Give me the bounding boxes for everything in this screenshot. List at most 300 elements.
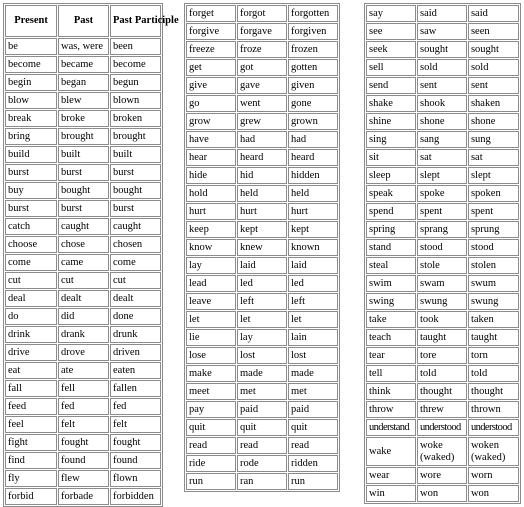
verb-row bbox=[366, 311, 519, 328]
past-cell: wore bbox=[417, 467, 467, 484]
present-cell: wear bbox=[366, 467, 416, 484]
past-participle-cell: shone bbox=[468, 113, 519, 130]
past-participle-cell: grown bbox=[288, 113, 338, 130]
past-participle-cell: become bbox=[110, 56, 161, 73]
verb-row bbox=[186, 347, 338, 364]
past-cell: began bbox=[58, 74, 109, 91]
verb-row bbox=[366, 383, 519, 400]
past-participle-cell: forbidden bbox=[110, 488, 161, 505]
past-participle-cell: told bbox=[468, 365, 519, 382]
verb-row bbox=[5, 452, 161, 469]
past-participle-cell: driven bbox=[110, 344, 161, 361]
verb-row bbox=[186, 5, 338, 22]
past-cell: forgave bbox=[237, 23, 287, 40]
past-cell: fed bbox=[58, 398, 109, 415]
present-cell: teach bbox=[366, 329, 416, 346]
verb-row bbox=[5, 128, 161, 145]
past-cell: ate bbox=[58, 362, 109, 379]
past-participle-cell: begun bbox=[110, 74, 161, 91]
past-participle-cell: made bbox=[288, 365, 338, 382]
present-cell: deal bbox=[5, 290, 57, 307]
past-participle-cell: heard bbox=[288, 149, 338, 166]
past-participle-cell: felt bbox=[110, 416, 161, 433]
present-cell: read bbox=[186, 437, 236, 454]
past-participle-cell: won bbox=[468, 485, 519, 502]
past-cell: understood bbox=[417, 419, 467, 436]
past-participle-cell: burst bbox=[110, 164, 161, 181]
present-cell: drink bbox=[5, 326, 57, 343]
verb-row bbox=[186, 221, 338, 238]
present-cell: pay bbox=[186, 401, 236, 418]
verb-row bbox=[186, 167, 338, 184]
past-cell: caught bbox=[58, 218, 109, 235]
past-participle-cell: gotten bbox=[288, 59, 338, 76]
verb-row bbox=[366, 467, 519, 484]
past-participle-cell: read bbox=[288, 437, 338, 454]
verb-row bbox=[366, 365, 519, 382]
past-cell: said bbox=[417, 5, 467, 22]
present-cell: blow bbox=[5, 92, 57, 109]
verb-row bbox=[366, 149, 519, 166]
header-row bbox=[5, 5, 161, 37]
verb-row bbox=[186, 293, 338, 310]
verb-row bbox=[366, 257, 519, 274]
past-cell: read bbox=[237, 437, 287, 454]
past-participle-cell: thought bbox=[468, 383, 519, 400]
past-participle-cell: found bbox=[110, 452, 161, 469]
past-participle-cell: fought bbox=[110, 434, 161, 451]
verb-row bbox=[366, 437, 519, 466]
verb-row bbox=[5, 254, 161, 271]
verb-row bbox=[186, 41, 338, 58]
past-cell: sold bbox=[417, 59, 467, 76]
verb-row bbox=[5, 56, 161, 73]
verb-row bbox=[186, 365, 338, 382]
past-participle-cell: sold bbox=[468, 59, 519, 76]
past-participle-cell: laid bbox=[288, 257, 338, 274]
past-cell: went bbox=[237, 95, 287, 112]
past-participle-cell: shaken bbox=[468, 95, 519, 112]
past-cell: shone bbox=[417, 113, 467, 130]
past-participle-cell: flown bbox=[110, 470, 161, 487]
present-cell: find bbox=[5, 452, 57, 469]
present-cell: throw bbox=[366, 401, 416, 418]
verb-table-3 bbox=[364, 3, 521, 504]
present-cell: choose bbox=[5, 236, 57, 253]
past-participle-cell: frozen bbox=[288, 41, 338, 58]
past-cell: threw bbox=[417, 401, 467, 418]
present-cell: fall bbox=[5, 380, 57, 397]
present-cell: swim bbox=[366, 275, 416, 292]
present-cell: tear bbox=[366, 347, 416, 364]
present-cell: lay bbox=[186, 257, 236, 274]
past-cell: was, were bbox=[58, 38, 109, 55]
past-cell: heard bbox=[237, 149, 287, 166]
verb-table-1 bbox=[3, 3, 179, 507]
past-participle-cell: come bbox=[110, 254, 161, 271]
header-past-participle: Past Participle bbox=[110, 5, 161, 37]
past-cell: had bbox=[237, 131, 287, 148]
present-cell: quit bbox=[186, 419, 236, 436]
present-cell: make bbox=[186, 365, 236, 382]
past-participle-cell: met bbox=[288, 383, 338, 400]
past-cell: built bbox=[58, 146, 109, 163]
past-cell: sat bbox=[417, 149, 467, 166]
past-cell: quit bbox=[237, 419, 287, 436]
past-cell: knew bbox=[237, 239, 287, 256]
present-cell: wake bbox=[366, 437, 416, 466]
present-cell: think bbox=[366, 383, 416, 400]
present-cell: sleep bbox=[366, 167, 416, 184]
verb-row bbox=[5, 38, 161, 55]
past-cell: slept bbox=[417, 167, 467, 184]
past-cell: cut bbox=[58, 272, 109, 289]
past-participle-cell: woken (waked) bbox=[468, 437, 519, 466]
past-participle-cell: sought bbox=[468, 41, 519, 58]
past-cell: made bbox=[237, 365, 287, 382]
past-participle-cell: spoken bbox=[468, 185, 519, 202]
present-cell: burst bbox=[5, 164, 57, 181]
present-cell: lose bbox=[186, 347, 236, 364]
past-cell: became bbox=[58, 56, 109, 73]
past-participle-cell: drunk bbox=[110, 326, 161, 343]
past-cell: froze bbox=[237, 41, 287, 58]
present-cell: swing bbox=[366, 293, 416, 310]
past-cell: burst bbox=[58, 164, 109, 181]
past-cell: grew bbox=[237, 113, 287, 130]
past-participle-cell: blown bbox=[110, 92, 161, 109]
past-participle-cell: thrown bbox=[468, 401, 519, 418]
past-cell: hid bbox=[237, 167, 287, 184]
past-cell: sent bbox=[417, 77, 467, 94]
present-cell: build bbox=[5, 146, 57, 163]
present-cell: buy bbox=[5, 182, 57, 199]
past-participle-cell: given bbox=[288, 77, 338, 94]
verb-row bbox=[5, 434, 161, 451]
present-cell: hide bbox=[186, 167, 236, 184]
past-cell: stood bbox=[417, 239, 467, 256]
present-cell: meet bbox=[186, 383, 236, 400]
past-participle-cell: brought bbox=[110, 128, 161, 145]
present-cell: lead bbox=[186, 275, 236, 292]
verb-row bbox=[186, 419, 338, 436]
verb-row bbox=[186, 257, 338, 274]
past-cell: found bbox=[58, 452, 109, 469]
past-cell: spoke bbox=[417, 185, 467, 202]
present-cell: spend bbox=[366, 203, 416, 220]
past-cell: forbade bbox=[58, 488, 109, 505]
present-cell: shake bbox=[366, 95, 416, 112]
past-cell: taught bbox=[417, 329, 467, 346]
past-participle-cell: caught bbox=[110, 218, 161, 235]
present-cell: bring bbox=[5, 128, 57, 145]
past-cell: shook bbox=[417, 95, 467, 112]
past-participle-cell: forgiven bbox=[288, 23, 338, 40]
verb-row bbox=[186, 329, 338, 346]
past-cell: laid bbox=[237, 257, 287, 274]
past-participle-cell: swung bbox=[468, 293, 519, 310]
past-cell: saw bbox=[417, 23, 467, 40]
verb-row bbox=[366, 221, 519, 238]
present-cell: let bbox=[186, 311, 236, 328]
past-cell: lay bbox=[237, 329, 287, 346]
verb-row bbox=[5, 398, 161, 415]
verb-row bbox=[366, 293, 519, 310]
verb-row bbox=[366, 23, 519, 40]
verb-row bbox=[366, 401, 519, 418]
verb-row bbox=[186, 113, 338, 130]
past-cell: paid bbox=[237, 401, 287, 418]
past-cell: sought bbox=[417, 41, 467, 58]
past-participle-cell: built bbox=[110, 146, 161, 163]
past-cell: blew bbox=[58, 92, 109, 109]
past-participle-cell: fallen bbox=[110, 380, 161, 397]
verb-row bbox=[186, 437, 338, 454]
verb-row bbox=[366, 59, 519, 76]
present-cell: become bbox=[5, 56, 57, 73]
past-participle-cell: known bbox=[288, 239, 338, 256]
verb-row bbox=[366, 239, 519, 256]
past-participle-cell: spent bbox=[468, 203, 519, 220]
past-cell: flew bbox=[58, 470, 109, 487]
past-cell: told bbox=[417, 365, 467, 382]
present-cell: cut bbox=[5, 272, 57, 289]
present-cell: have bbox=[186, 131, 236, 148]
verb-row bbox=[366, 419, 519, 436]
past-participle-cell: hurt bbox=[288, 203, 338, 220]
verb-row bbox=[186, 149, 338, 166]
past-cell: drove bbox=[58, 344, 109, 361]
present-cell: know bbox=[186, 239, 236, 256]
verb-row bbox=[5, 182, 161, 199]
present-cell: burst bbox=[5, 200, 57, 217]
verb-row bbox=[186, 95, 338, 112]
past-cell: spent bbox=[417, 203, 467, 220]
past-cell: fought bbox=[58, 434, 109, 451]
past-cell: thought bbox=[417, 383, 467, 400]
present-cell: sing bbox=[366, 131, 416, 148]
past-cell: chose bbox=[58, 236, 109, 253]
verb-row bbox=[366, 5, 519, 22]
past-cell: sang bbox=[417, 131, 467, 148]
past-participle-cell: gone bbox=[288, 95, 338, 112]
past-participle-cell: lain bbox=[288, 329, 338, 346]
verb-row bbox=[186, 275, 338, 292]
verb-row bbox=[186, 239, 338, 256]
present-cell: begin bbox=[5, 74, 57, 91]
present-cell: steal bbox=[366, 257, 416, 274]
present-cell: stand bbox=[366, 239, 416, 256]
past-participle-cell: dealt bbox=[110, 290, 161, 307]
present-cell: forgive bbox=[186, 23, 236, 40]
present-cell: give bbox=[186, 77, 236, 94]
verb-row bbox=[186, 185, 338, 202]
past-cell: did bbox=[58, 308, 109, 325]
present-cell: hear bbox=[186, 149, 236, 166]
present-cell: sell bbox=[366, 59, 416, 76]
verb-row bbox=[5, 236, 161, 253]
present-cell: spring bbox=[366, 221, 416, 238]
verb-row bbox=[186, 203, 338, 220]
past-participle-cell: sent bbox=[468, 77, 519, 94]
past-cell: forgot bbox=[237, 5, 287, 22]
past-cell: felt bbox=[58, 416, 109, 433]
verb-row bbox=[5, 362, 161, 379]
present-cell: seek bbox=[366, 41, 416, 58]
verb-row bbox=[186, 23, 338, 40]
present-cell: send bbox=[366, 77, 416, 94]
present-cell: take bbox=[366, 311, 416, 328]
verb-row bbox=[366, 77, 519, 94]
verb-row bbox=[5, 74, 161, 91]
past-cell: swung bbox=[417, 293, 467, 310]
verb-row bbox=[5, 308, 161, 325]
past-participle-cell: sprung bbox=[468, 221, 519, 238]
past-cell: burst bbox=[58, 200, 109, 217]
past-participle-cell: stood bbox=[468, 239, 519, 256]
present-cell: feed bbox=[5, 398, 57, 415]
past-cell: ran bbox=[237, 473, 287, 490]
verb-row bbox=[186, 77, 338, 94]
past-participle-cell: cut bbox=[110, 272, 161, 289]
past-cell: hurt bbox=[237, 203, 287, 220]
verb-row bbox=[5, 218, 161, 235]
present-cell: say bbox=[366, 5, 416, 22]
past-cell: let bbox=[237, 311, 287, 328]
present-cell: hurt bbox=[186, 203, 236, 220]
past-cell: fell bbox=[58, 380, 109, 397]
past-participle-cell: slept bbox=[468, 167, 519, 184]
present-cell: leave bbox=[186, 293, 236, 310]
verb-row bbox=[5, 272, 161, 289]
present-cell: get bbox=[186, 59, 236, 76]
verb-row bbox=[366, 203, 519, 220]
present-cell: break bbox=[5, 110, 57, 127]
past-cell: led bbox=[237, 275, 287, 292]
past-cell: sprang bbox=[417, 221, 467, 238]
present-cell: shine bbox=[366, 113, 416, 130]
past-participle-cell: been bbox=[110, 38, 161, 55]
past-participle-cell: burst bbox=[110, 200, 161, 217]
header-past: Past bbox=[58, 5, 109, 37]
past-participle-cell: taken bbox=[468, 311, 519, 328]
past-cell: drank bbox=[58, 326, 109, 343]
present-cell: freeze bbox=[186, 41, 236, 58]
past-cell: came bbox=[58, 254, 109, 271]
present-cell: ride bbox=[186, 455, 236, 472]
verb-row bbox=[5, 416, 161, 433]
verb-row bbox=[366, 185, 519, 202]
header-present: Present bbox=[5, 5, 57, 37]
present-cell: come bbox=[5, 254, 57, 271]
present-cell: speak bbox=[366, 185, 416, 202]
past-participle-cell: bought bbox=[110, 182, 161, 199]
verb-row bbox=[5, 488, 161, 505]
past-participle-cell: seen bbox=[468, 23, 519, 40]
past-cell: met bbox=[237, 383, 287, 400]
past-participle-cell: left bbox=[288, 293, 338, 310]
verb-row bbox=[366, 275, 519, 292]
past-cell: woke (waked) bbox=[417, 437, 467, 466]
present-cell: fly bbox=[5, 470, 57, 487]
past-participle-cell: run bbox=[288, 473, 338, 490]
past-participle-cell: let bbox=[288, 311, 338, 328]
present-cell: run bbox=[186, 473, 236, 490]
verb-row bbox=[366, 41, 519, 58]
present-cell: lie bbox=[186, 329, 236, 346]
verb-row bbox=[186, 455, 338, 472]
present-cell: do bbox=[5, 308, 57, 325]
present-cell: eat bbox=[5, 362, 57, 379]
past-cell: rode bbox=[237, 455, 287, 472]
past-cell: lost bbox=[237, 347, 287, 364]
past-cell: tore bbox=[417, 347, 467, 364]
past-cell: kept bbox=[237, 221, 287, 238]
past-cell: gave bbox=[237, 77, 287, 94]
past-cell: took bbox=[417, 311, 467, 328]
past-participle-cell: worn bbox=[468, 467, 519, 484]
present-cell: understand bbox=[366, 419, 416, 436]
verb-row bbox=[366, 329, 519, 346]
verb-row bbox=[366, 113, 519, 130]
present-cell: tell bbox=[366, 365, 416, 382]
verb-row bbox=[5, 110, 161, 127]
past-cell: held bbox=[237, 185, 287, 202]
past-participle-cell: chosen bbox=[110, 236, 161, 253]
past-cell: bought bbox=[58, 182, 109, 199]
verb-row bbox=[186, 383, 338, 400]
verb-row bbox=[186, 59, 338, 76]
past-participle-cell: taught bbox=[468, 329, 519, 346]
past-participle-cell: hidden bbox=[288, 167, 338, 184]
verb-row bbox=[5, 290, 161, 307]
verb-row bbox=[366, 131, 519, 148]
past-participle-cell: had bbox=[288, 131, 338, 148]
present-cell: forget bbox=[186, 5, 236, 22]
past-participle-cell: lost bbox=[288, 347, 338, 364]
verb-row bbox=[186, 131, 338, 148]
verb-row bbox=[5, 326, 161, 343]
past-participle-cell: forgotten bbox=[288, 5, 338, 22]
past-cell: left bbox=[237, 293, 287, 310]
past-participle-cell: quit bbox=[288, 419, 338, 436]
verb-row bbox=[186, 311, 338, 328]
past-participle-cell: sung bbox=[468, 131, 519, 148]
verb-row bbox=[5, 200, 161, 217]
verb-row bbox=[5, 146, 161, 163]
past-participle-cell: kept bbox=[288, 221, 338, 238]
present-cell: drive bbox=[5, 344, 57, 361]
past-participle-cell: broken bbox=[110, 110, 161, 127]
present-cell: be bbox=[5, 38, 57, 55]
past-cell: won bbox=[417, 485, 467, 502]
verb-rows bbox=[366, 5, 519, 502]
verb-rows bbox=[186, 5, 338, 490]
verb-row bbox=[366, 347, 519, 364]
past-participle-cell: led bbox=[288, 275, 338, 292]
verb-rows bbox=[5, 38, 161, 505]
present-cell: fight bbox=[5, 434, 57, 451]
past-participle-cell: swum bbox=[468, 275, 519, 292]
past-participle-cell: said bbox=[468, 5, 519, 22]
past-cell: stole bbox=[417, 257, 467, 274]
present-cell: feel bbox=[5, 416, 57, 433]
past-participle-cell: stolen bbox=[468, 257, 519, 274]
present-cell: keep bbox=[186, 221, 236, 238]
verb-row bbox=[366, 95, 519, 112]
verb-table-2 bbox=[184, 3, 340, 492]
verb-row bbox=[5, 92, 161, 109]
